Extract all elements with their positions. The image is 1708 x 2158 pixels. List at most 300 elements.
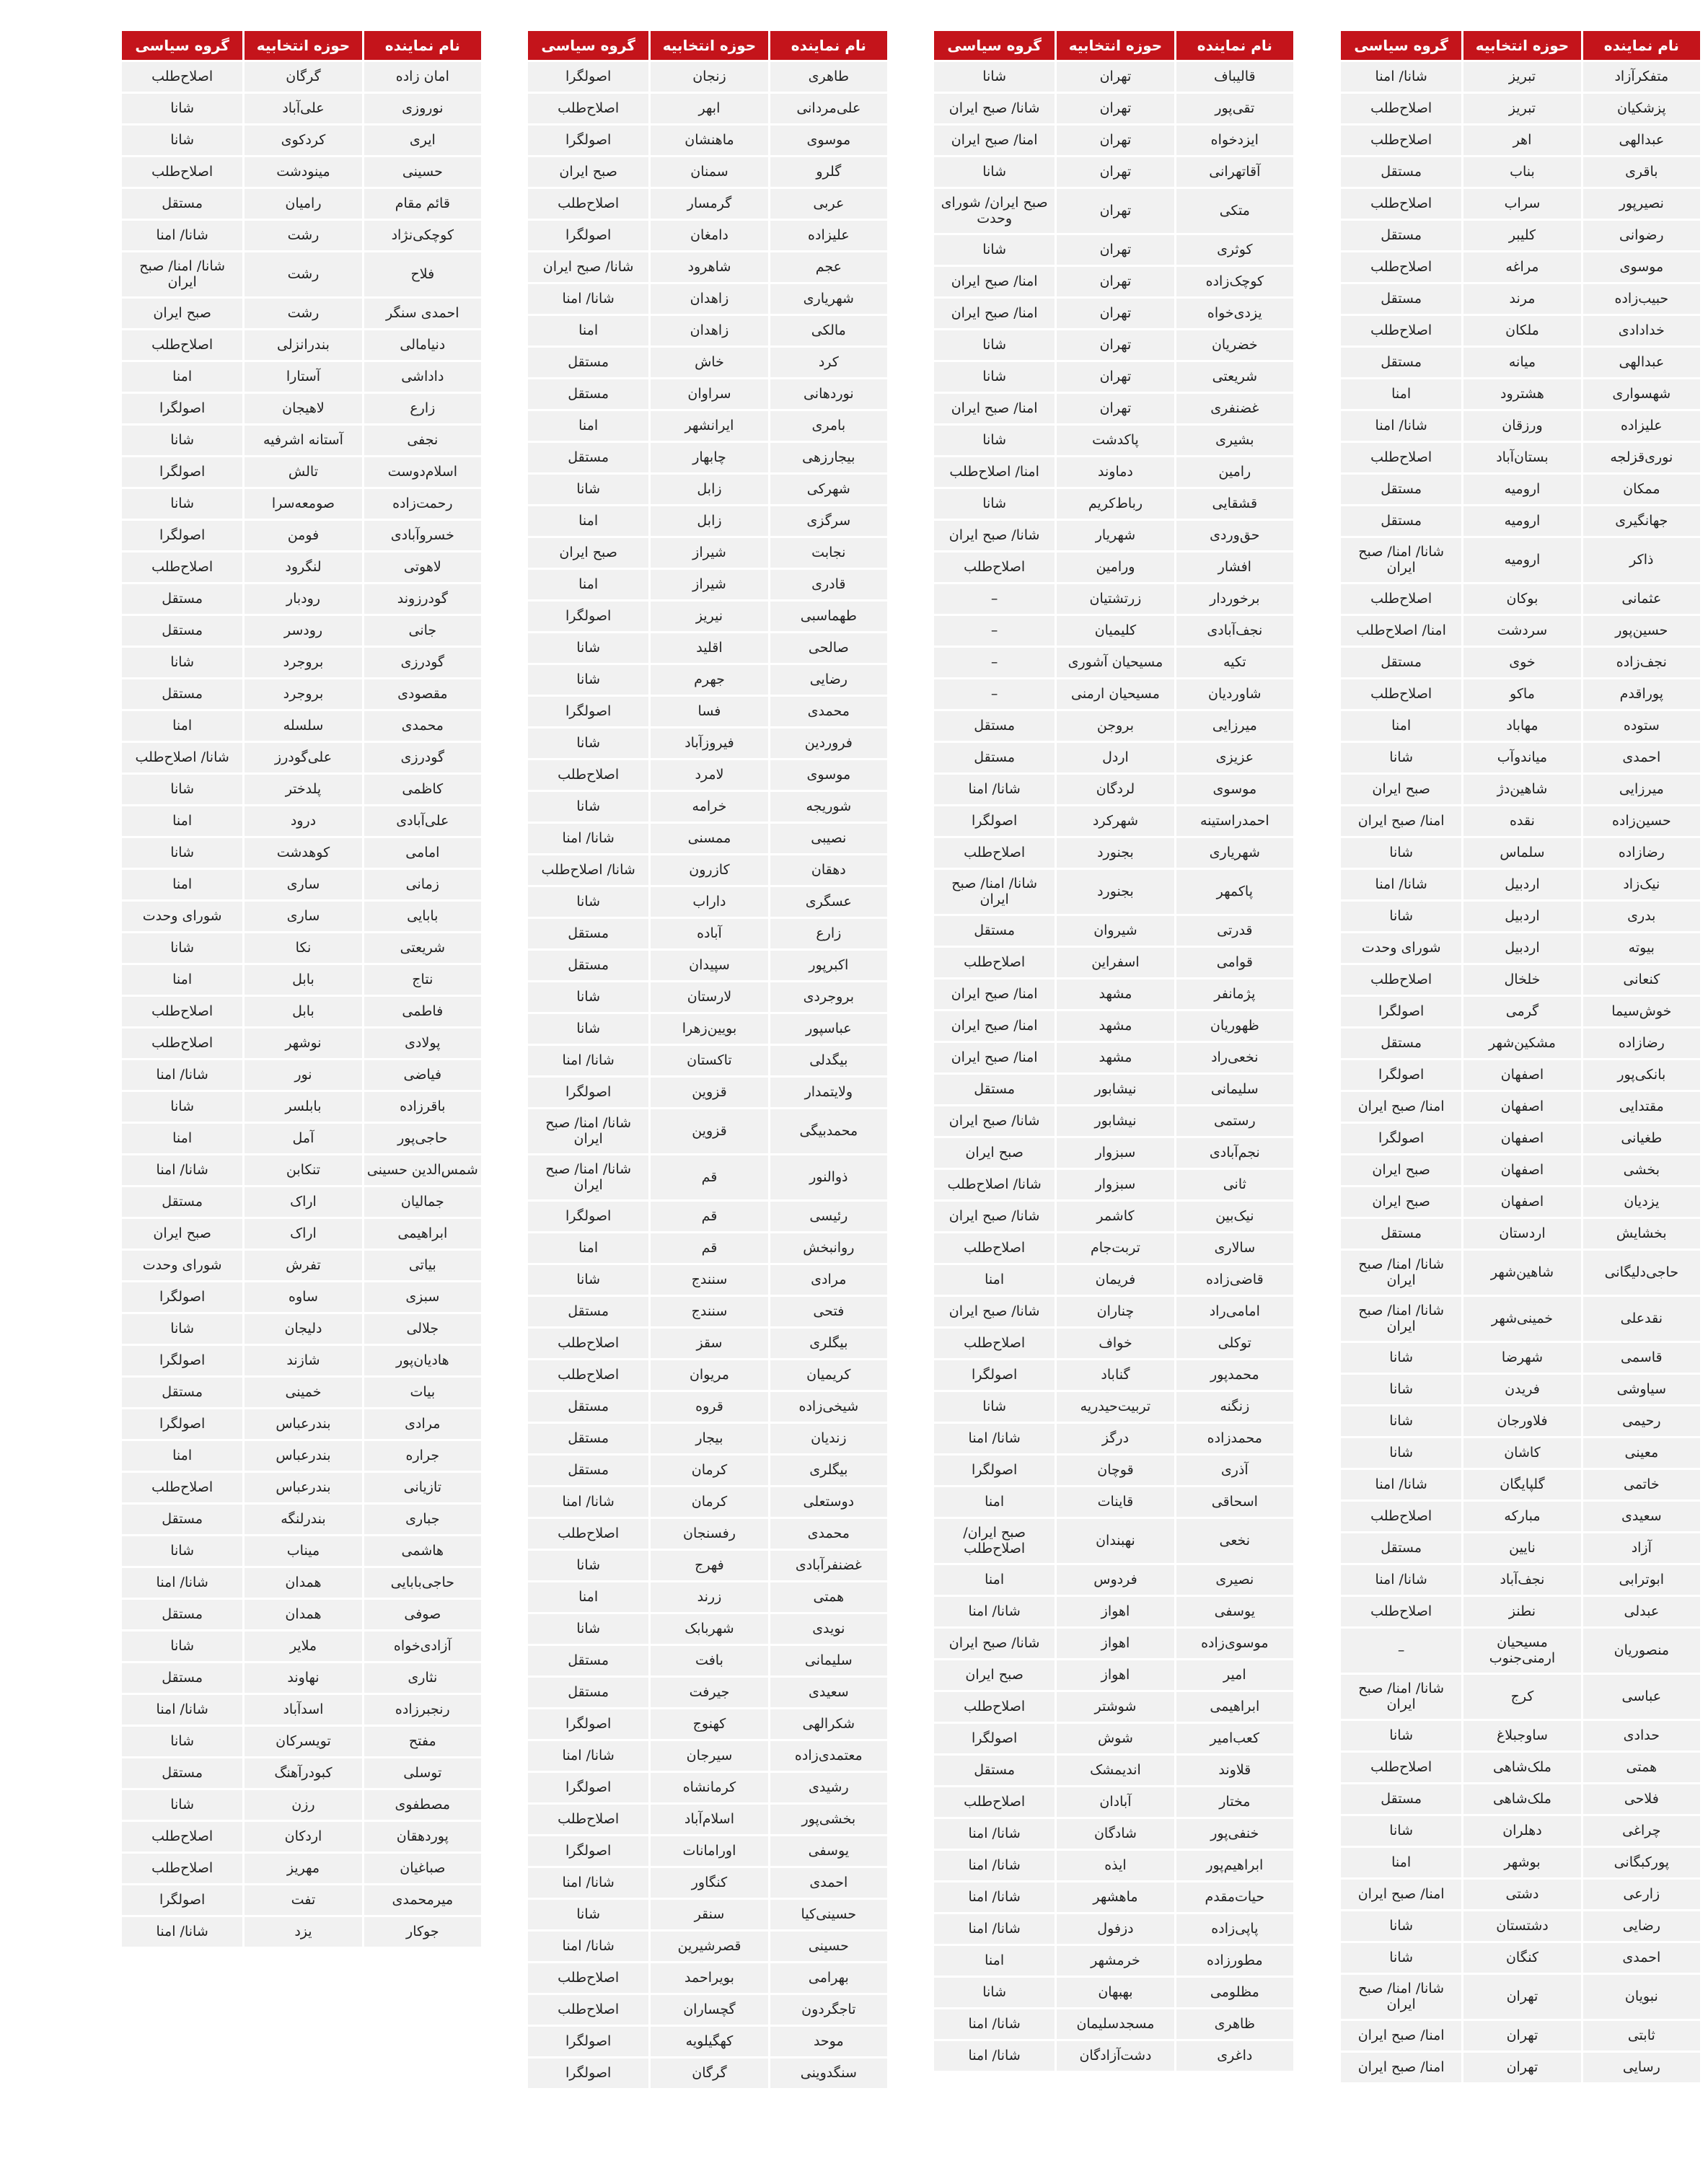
table-row bbox=[122, 1854, 481, 1883]
cell-group: مستقل bbox=[528, 1678, 648, 1707]
cell-name: شریعتی bbox=[1176, 362, 1293, 392]
cell-district: هشترود bbox=[1463, 379, 1580, 409]
cell-name: موسوی bbox=[1176, 775, 1293, 804]
cell-district: ورزقان bbox=[1463, 411, 1580, 441]
cell-group: امنا bbox=[528, 316, 648, 345]
cell-district: زرند bbox=[651, 1582, 767, 1612]
cell-district: خرامه bbox=[651, 792, 767, 822]
table-row bbox=[934, 1170, 1293, 1199]
table-row bbox=[934, 1565, 1293, 1595]
cell-group: صبح ایران bbox=[934, 1660, 1055, 1690]
cell-district: داراب bbox=[651, 887, 767, 917]
cell-district: سیرجان bbox=[651, 1741, 767, 1771]
table-row bbox=[934, 1851, 1293, 1880]
cell-district: زابل bbox=[651, 506, 767, 536]
cell-district: دلیجان bbox=[245, 1314, 361, 1344]
cell-group: شانا bbox=[528, 982, 648, 1012]
table-row bbox=[934, 521, 1293, 550]
cell-group: امنا/ صبح ایران bbox=[1341, 2021, 1461, 2051]
table-row bbox=[528, 951, 887, 980]
table-row bbox=[122, 775, 481, 804]
cell-group: مستقل bbox=[122, 1187, 242, 1217]
table-row bbox=[122, 1822, 481, 1851]
cell-group: امنا/ اصلاح‌طلب bbox=[1341, 616, 1461, 646]
table-row bbox=[934, 267, 1293, 296]
table-row bbox=[934, 1106, 1293, 1136]
cell-name: پاپی‌زاده bbox=[1176, 1914, 1293, 1944]
cell-group: اصولگرا bbox=[528, 602, 648, 631]
table-row bbox=[528, 2058, 887, 2088]
cell-name: بامری bbox=[770, 411, 887, 441]
cell-group: شورای وحدت bbox=[122, 902, 242, 931]
cell-district: مشهد bbox=[1057, 1043, 1174, 1073]
cell-district: رشت bbox=[245, 221, 361, 250]
cell-group: صبح ایران bbox=[528, 538, 648, 568]
cell-group: مستقل bbox=[122, 189, 242, 219]
cell-district: ارومیه bbox=[1463, 475, 1580, 504]
cell-name: فتحی bbox=[770, 1297, 887, 1326]
table-row bbox=[934, 584, 1293, 614]
cell-district: کازرون bbox=[651, 855, 767, 885]
cell-name: عبدالهی bbox=[1583, 125, 1700, 155]
cell-group: امنا/ صبح ایران bbox=[934, 979, 1055, 1009]
cell-district: بندرانزلی bbox=[245, 330, 361, 360]
cell-name: احمدی bbox=[770, 1868, 887, 1898]
cell-group: شانا/ اصلاح‌طلب bbox=[122, 743, 242, 772]
cell-group: اصولگرا bbox=[122, 1885, 242, 1915]
table-row bbox=[1341, 870, 1700, 899]
cell-name: میرمحمدی bbox=[364, 1885, 481, 1915]
cell-name: گودرزوند bbox=[364, 584, 481, 614]
table-row bbox=[1341, 2053, 1700, 2082]
cell-district: تهران bbox=[1463, 2053, 1580, 2082]
table-row bbox=[934, 870, 1293, 914]
cell-district: سلماس bbox=[1463, 838, 1580, 868]
cell-district: بندرعباس bbox=[245, 1409, 361, 1439]
cell-district: قم bbox=[651, 1155, 767, 1199]
cell-name: رضایی bbox=[1583, 1911, 1700, 1941]
table-row bbox=[122, 1029, 481, 1058]
table-row bbox=[528, 62, 887, 92]
table-row bbox=[1341, 284, 1700, 314]
cell-group: اصلاح‌طلب bbox=[934, 552, 1055, 582]
cell-group: اصلاح‌طلب bbox=[122, 997, 242, 1026]
header-group: گروه سیاسی bbox=[122, 31, 242, 60]
cell-name: مطورزاده bbox=[1176, 1946, 1293, 1976]
cell-name: قدرتی bbox=[1176, 916, 1293, 946]
cell-name: خسروآبادی bbox=[364, 521, 481, 550]
cell-group: اصلاح‌طلب bbox=[528, 1995, 648, 2025]
table-row bbox=[528, 1805, 887, 1834]
cell-group: شانا/ امنا/ صبح ایران bbox=[528, 1155, 648, 1199]
cell-name: ظاهری bbox=[1176, 2009, 1293, 2039]
cell-district: رباط‌کریم bbox=[1057, 489, 1174, 519]
cell-group: اصلاح‌طلب bbox=[934, 1233, 1055, 1263]
cell-group: شانا bbox=[122, 1314, 242, 1344]
cell-district: ساری bbox=[245, 870, 361, 899]
cell-district: چناران bbox=[1057, 1297, 1174, 1326]
cell-group: شانا bbox=[528, 887, 648, 917]
cell-name: رنجبرزاده bbox=[364, 1695, 481, 1725]
cell-group: اصولگرا bbox=[528, 1709, 648, 1739]
cell-name: گودرزی bbox=[364, 743, 481, 772]
cell-group: – bbox=[934, 648, 1055, 677]
cell-name: رستمی bbox=[1176, 1106, 1293, 1136]
cell-group: شانا bbox=[934, 489, 1055, 519]
cell-district: شاهین‌دژ bbox=[1463, 775, 1580, 804]
cell-district: شوشتر bbox=[1057, 1692, 1174, 1722]
cell-name: شیخی‌زاده bbox=[770, 1392, 887, 1422]
cell-group: اصولگرا bbox=[528, 1202, 648, 1231]
table-row bbox=[934, 1787, 1293, 1817]
cell-name: رضوانی bbox=[1583, 221, 1700, 250]
cell-group: شانا/ امنا bbox=[1341, 411, 1461, 441]
cell-district: آستارا bbox=[245, 362, 361, 392]
cell-group: اصلاح‌طلب bbox=[1341, 1502, 1461, 1531]
cell-name: آقاتهرانی bbox=[1176, 157, 1293, 187]
table-row bbox=[934, 394, 1293, 423]
cell-name: سیاوشی bbox=[1583, 1375, 1700, 1404]
table-row bbox=[122, 362, 481, 392]
cell-group: اصلاح‌طلب bbox=[934, 948, 1055, 977]
cell-name: غضنفرآبادی bbox=[770, 1551, 887, 1580]
table-row bbox=[528, 760, 887, 790]
table-row bbox=[122, 1663, 481, 1693]
cell-group: مستقل bbox=[1341, 506, 1461, 536]
cell-name: برخوردار bbox=[1176, 584, 1293, 614]
cell-district: گرگان bbox=[245, 62, 361, 92]
cell-name: بیگدلی bbox=[770, 1046, 887, 1075]
table-row bbox=[1341, 1880, 1700, 1909]
cell-district: ایرانشهر bbox=[651, 411, 767, 441]
cell-district: شادگان bbox=[1057, 1819, 1174, 1849]
cell-district: بروجرد bbox=[245, 648, 361, 677]
cell-district: نکا bbox=[245, 933, 361, 963]
cell-group: شانا bbox=[1341, 1343, 1461, 1373]
cell-group: اصلاح‌طلب bbox=[122, 552, 242, 582]
cell-name: ذاکر bbox=[1583, 538, 1700, 582]
cell-group: امنا bbox=[934, 1565, 1055, 1595]
table-row bbox=[1341, 1502, 1700, 1531]
cell-district: فریمان bbox=[1057, 1265, 1174, 1295]
cell-group: اصلاح‌طلب bbox=[528, 94, 648, 123]
cell-district: نور bbox=[245, 1060, 361, 1090]
cell-group: شانا bbox=[1341, 1816, 1461, 1846]
cell-district: شهرضا bbox=[1463, 1343, 1580, 1373]
cell-name: نجم‌آبادی bbox=[1176, 1138, 1293, 1168]
cell-group: مستقل bbox=[528, 1392, 648, 1422]
cell-name: بیگلری bbox=[770, 1329, 887, 1358]
cell-group: شانا/ امنا bbox=[934, 1914, 1055, 1944]
cell-group: شانا/ امنا bbox=[934, 2041, 1055, 2071]
cell-district: ماهنشان bbox=[651, 125, 767, 155]
cell-district: نیشابور bbox=[1057, 1106, 1174, 1136]
table-row bbox=[122, 1505, 481, 1534]
cell-name: متفکرآزاد bbox=[1583, 62, 1700, 92]
cell-district: ارومیه bbox=[1463, 538, 1580, 582]
cell-group: امنا bbox=[1341, 379, 1461, 409]
cell-group: مستقل bbox=[528, 1455, 648, 1485]
cell-name: قالیباف bbox=[1176, 62, 1293, 92]
table-row bbox=[528, 1995, 887, 2025]
cell-group: اصولگرا bbox=[934, 1455, 1055, 1485]
cell-group: مستقل bbox=[122, 1378, 242, 1407]
table-row bbox=[1341, 1943, 1700, 1973]
cell-district: خاش bbox=[651, 348, 767, 377]
table-row bbox=[528, 1155, 887, 1199]
cell-district: دشتستان bbox=[1463, 1911, 1580, 1941]
cell-group: شانا bbox=[934, 235, 1055, 265]
table-row bbox=[1341, 379, 1700, 409]
cell-group: شانا bbox=[934, 62, 1055, 92]
cell-district: تهران bbox=[1057, 125, 1174, 155]
cell-name: بیجارزهی bbox=[770, 443, 887, 472]
table-row bbox=[1341, 743, 1700, 772]
cell-name: عزیزی bbox=[1176, 743, 1293, 772]
cell-district: بابلسر bbox=[245, 1092, 361, 1122]
cell-district: گچساران bbox=[651, 1995, 767, 2025]
cell-group: اصلاح‌طلب bbox=[1341, 1753, 1461, 1782]
cell-name: مالکی bbox=[770, 316, 887, 345]
table-row bbox=[122, 997, 481, 1026]
cell-name: شمس‌الدین حسینی bbox=[364, 1155, 481, 1185]
cell-name: حاجی‌بابایی bbox=[364, 1568, 481, 1598]
cell-group: صبح ایران bbox=[528, 157, 648, 187]
cell-group: اصلاح‌طلب bbox=[934, 1787, 1055, 1817]
cell-group: امنا bbox=[1341, 711, 1461, 741]
cell-name: مظلومی bbox=[1176, 1978, 1293, 2007]
table-row bbox=[1341, 838, 1700, 868]
table-row bbox=[934, 1297, 1293, 1326]
cell-district: شازند bbox=[245, 1346, 361, 1375]
cell-group: شانا bbox=[1341, 1375, 1461, 1404]
cell-group: مستقل bbox=[934, 743, 1055, 772]
cell-name: شهریاری bbox=[770, 284, 887, 314]
table-row bbox=[122, 1441, 481, 1471]
table-row bbox=[1341, 221, 1700, 250]
cell-district: فومن bbox=[245, 521, 361, 550]
table-row bbox=[528, 125, 887, 155]
table-row bbox=[122, 902, 481, 931]
cell-group: اصولگرا bbox=[528, 697, 648, 726]
cell-name: اسلام‌دوست bbox=[364, 457, 481, 487]
cell-name: رضازاده bbox=[1583, 838, 1700, 868]
cell-name: بخشی bbox=[1583, 1155, 1700, 1185]
cell-name: محمدزاده bbox=[1176, 1424, 1293, 1453]
cell-name: پولادی bbox=[364, 1029, 481, 1058]
cell-name: کرد bbox=[770, 348, 887, 377]
cell-district: اراک bbox=[245, 1219, 361, 1248]
table-row bbox=[528, 1646, 887, 1675]
cell-district: ملایر bbox=[245, 1631, 361, 1661]
table-row bbox=[122, 1536, 481, 1566]
cell-name: پاکمهر bbox=[1176, 870, 1293, 914]
cell-district: بوشهر bbox=[1463, 1848, 1580, 1877]
cell-district: بستان‌آباد bbox=[1463, 443, 1580, 472]
cell-district: شیراز bbox=[651, 570, 767, 599]
table-row bbox=[122, 838, 481, 868]
table-row bbox=[528, 1424, 887, 1453]
cell-name: صالحی bbox=[770, 633, 887, 663]
table-row bbox=[934, 1455, 1293, 1485]
table-row bbox=[122, 1790, 481, 1820]
cell-group: اصولگرا bbox=[122, 1282, 242, 1312]
cell-name: گودرزی bbox=[364, 648, 481, 677]
cell-district: دهلران bbox=[1463, 1816, 1580, 1846]
table-row bbox=[528, 506, 887, 536]
table-row bbox=[934, 457, 1293, 487]
cell-name: تکیه bbox=[1176, 648, 1293, 677]
cell-district: شیروان bbox=[1057, 916, 1174, 946]
cell-district: دماوند bbox=[1057, 457, 1174, 487]
cell-group: مستقل bbox=[934, 1756, 1055, 1785]
cell-group: اصلاح‌طلب bbox=[528, 1329, 648, 1358]
cell-group: اصولگرا bbox=[122, 521, 242, 550]
cell-name: علی‌مردانی bbox=[770, 94, 887, 123]
table-row bbox=[1341, 933, 1700, 963]
cell-district: مشهد bbox=[1057, 1011, 1174, 1041]
table-row bbox=[1341, 806, 1700, 836]
cell-group: اصلاح‌طلب bbox=[122, 1822, 242, 1851]
cell-group: شانا bbox=[122, 426, 242, 455]
cell-group: امنا/ اصلاح‌طلب bbox=[934, 457, 1055, 487]
cell-district: ورامین bbox=[1057, 552, 1174, 582]
table-row bbox=[934, 1360, 1293, 1390]
cell-name: هاشمی bbox=[364, 1536, 481, 1566]
cell-name: ذوالنور bbox=[770, 1155, 887, 1199]
cell-district: اقلید bbox=[651, 633, 767, 663]
cell-name: نخعی bbox=[1176, 1519, 1293, 1563]
table-row bbox=[122, 252, 481, 296]
cell-name: ظهوریان bbox=[1176, 1011, 1293, 1041]
cell-district: نیریز bbox=[651, 602, 767, 631]
cell-name: بخشایش bbox=[1583, 1219, 1700, 1248]
cell-group: شانا/ صبح ایران bbox=[934, 521, 1055, 550]
cell-group: اصلاح‌طلب bbox=[122, 157, 242, 187]
cell-group: امنا/ صبح ایران bbox=[1341, 1880, 1461, 1909]
cell-group: – bbox=[934, 584, 1055, 614]
cell-group: شانا/ اصلاح‌طلب bbox=[934, 1170, 1055, 1199]
header-group: گروه سیاسی bbox=[528, 31, 648, 60]
cell-district: پاکدشت bbox=[1057, 426, 1174, 455]
cell-group: اصولگرا bbox=[528, 1773, 648, 1802]
table-row bbox=[122, 1092, 481, 1122]
cell-name: تازیانی bbox=[364, 1473, 481, 1502]
table-row bbox=[528, 252, 887, 282]
cell-group: شانا bbox=[528, 1014, 648, 1044]
cell-district: ساری bbox=[245, 902, 361, 931]
cell-group: شانا/ امنا/ صبح ایران bbox=[528, 1109, 648, 1153]
cell-group: صبح ایران bbox=[122, 1219, 242, 1248]
cell-group: مستقل bbox=[1341, 1029, 1461, 1058]
table-row bbox=[934, 1075, 1293, 1104]
cell-group: مستقل bbox=[122, 616, 242, 646]
table-row bbox=[934, 1424, 1293, 1453]
table-row bbox=[1341, 1470, 1700, 1499]
table-row bbox=[1341, 125, 1700, 155]
cell-group: شانا bbox=[122, 1727, 242, 1756]
cell-name: همتی bbox=[770, 1582, 887, 1612]
cell-district: مریوان bbox=[651, 1360, 767, 1390]
table-row bbox=[934, 948, 1293, 977]
table-row bbox=[934, 235, 1293, 265]
cell-district: اصفهان bbox=[1463, 1187, 1580, 1217]
table-row bbox=[528, 1836, 887, 1866]
table-row bbox=[1341, 1251, 1700, 1295]
cell-name: خوش‌سیما bbox=[1583, 997, 1700, 1026]
cell-district: کرمان bbox=[651, 1455, 767, 1485]
cell-district: اسفراین bbox=[1057, 948, 1174, 977]
cell-group: مستقل bbox=[122, 679, 242, 709]
cell-group: امنا bbox=[122, 711, 242, 741]
cell-name: شهرکی bbox=[770, 475, 887, 504]
cell-group: شانا/ امنا bbox=[934, 1424, 1055, 1453]
cell-name: طهماسبی bbox=[770, 602, 887, 631]
cell-group: مستقل bbox=[528, 919, 648, 948]
cell-district: قروه bbox=[651, 1392, 767, 1422]
table-row bbox=[934, 1011, 1293, 1041]
cell-district: کوهدشت bbox=[245, 838, 361, 868]
cell-name: رحیمی bbox=[1583, 1406, 1700, 1436]
table-row bbox=[528, 633, 887, 663]
cell-name: یوسفی bbox=[1176, 1597, 1293, 1626]
cell-name: حیات‌مقدم bbox=[1176, 1882, 1293, 1912]
cell-district: اهواز bbox=[1057, 1597, 1174, 1626]
table-row bbox=[122, 965, 481, 995]
table-row bbox=[1341, 679, 1700, 709]
cell-district: اسدآباد bbox=[245, 1695, 361, 1725]
table-row bbox=[934, 1597, 1293, 1626]
table-row bbox=[934, 1914, 1293, 1944]
cell-name: حسینی bbox=[770, 1932, 887, 1961]
cell-group: مستقل bbox=[1341, 1219, 1461, 1248]
cell-group: شانا/ امنا bbox=[122, 1695, 242, 1725]
cell-district: آباده bbox=[651, 919, 767, 948]
table-row bbox=[528, 1360, 887, 1390]
table-row bbox=[528, 824, 887, 853]
cell-group: شانا/ امنا bbox=[122, 1060, 242, 1090]
cell-name: اکبرپور bbox=[770, 951, 887, 980]
header-district: حوزه انتخابیه bbox=[245, 31, 361, 60]
table-row bbox=[528, 570, 887, 599]
cell-group: شانا bbox=[122, 125, 242, 155]
cell-group: شانا bbox=[1341, 743, 1461, 772]
cell-name: میرزایی bbox=[1176, 711, 1293, 741]
cell-name: بیاتی bbox=[364, 1251, 481, 1280]
cell-group: اصولگرا bbox=[528, 125, 648, 155]
cell-district: صومعه‌سرا bbox=[245, 489, 361, 519]
cell-group: صبح ایران/ اصلاح‌طلب bbox=[934, 1519, 1055, 1563]
representatives-table-3 bbox=[526, 29, 889, 2090]
cell-name: مرادی bbox=[364, 1409, 481, 1439]
cell-group: شانا bbox=[934, 157, 1055, 187]
cell-name: علیزاده bbox=[1583, 411, 1700, 441]
cell-group: شانا bbox=[122, 648, 242, 677]
cell-district: ابهر bbox=[651, 94, 767, 123]
cell-group: شانا/ امنا bbox=[528, 824, 648, 853]
cell-group: مستقل bbox=[1341, 157, 1461, 187]
cell-name: پزشکیان bbox=[1583, 94, 1700, 123]
cell-name: کوچکی‌نژاد bbox=[364, 221, 481, 250]
cell-group: شانا/ امنا bbox=[934, 775, 1055, 804]
cell-district: فریدن bbox=[1463, 1375, 1580, 1404]
cell-group: شانا/ امنا/ صبح ایران bbox=[1341, 1975, 1461, 2019]
cell-name: پوردهقان bbox=[364, 1822, 481, 1851]
cell-district: اردکان bbox=[245, 1822, 361, 1851]
cell-group: اصولگرا bbox=[528, 62, 648, 92]
cell-name: بیوته bbox=[1583, 933, 1700, 963]
cell-name: بیگلری bbox=[770, 1455, 887, 1485]
